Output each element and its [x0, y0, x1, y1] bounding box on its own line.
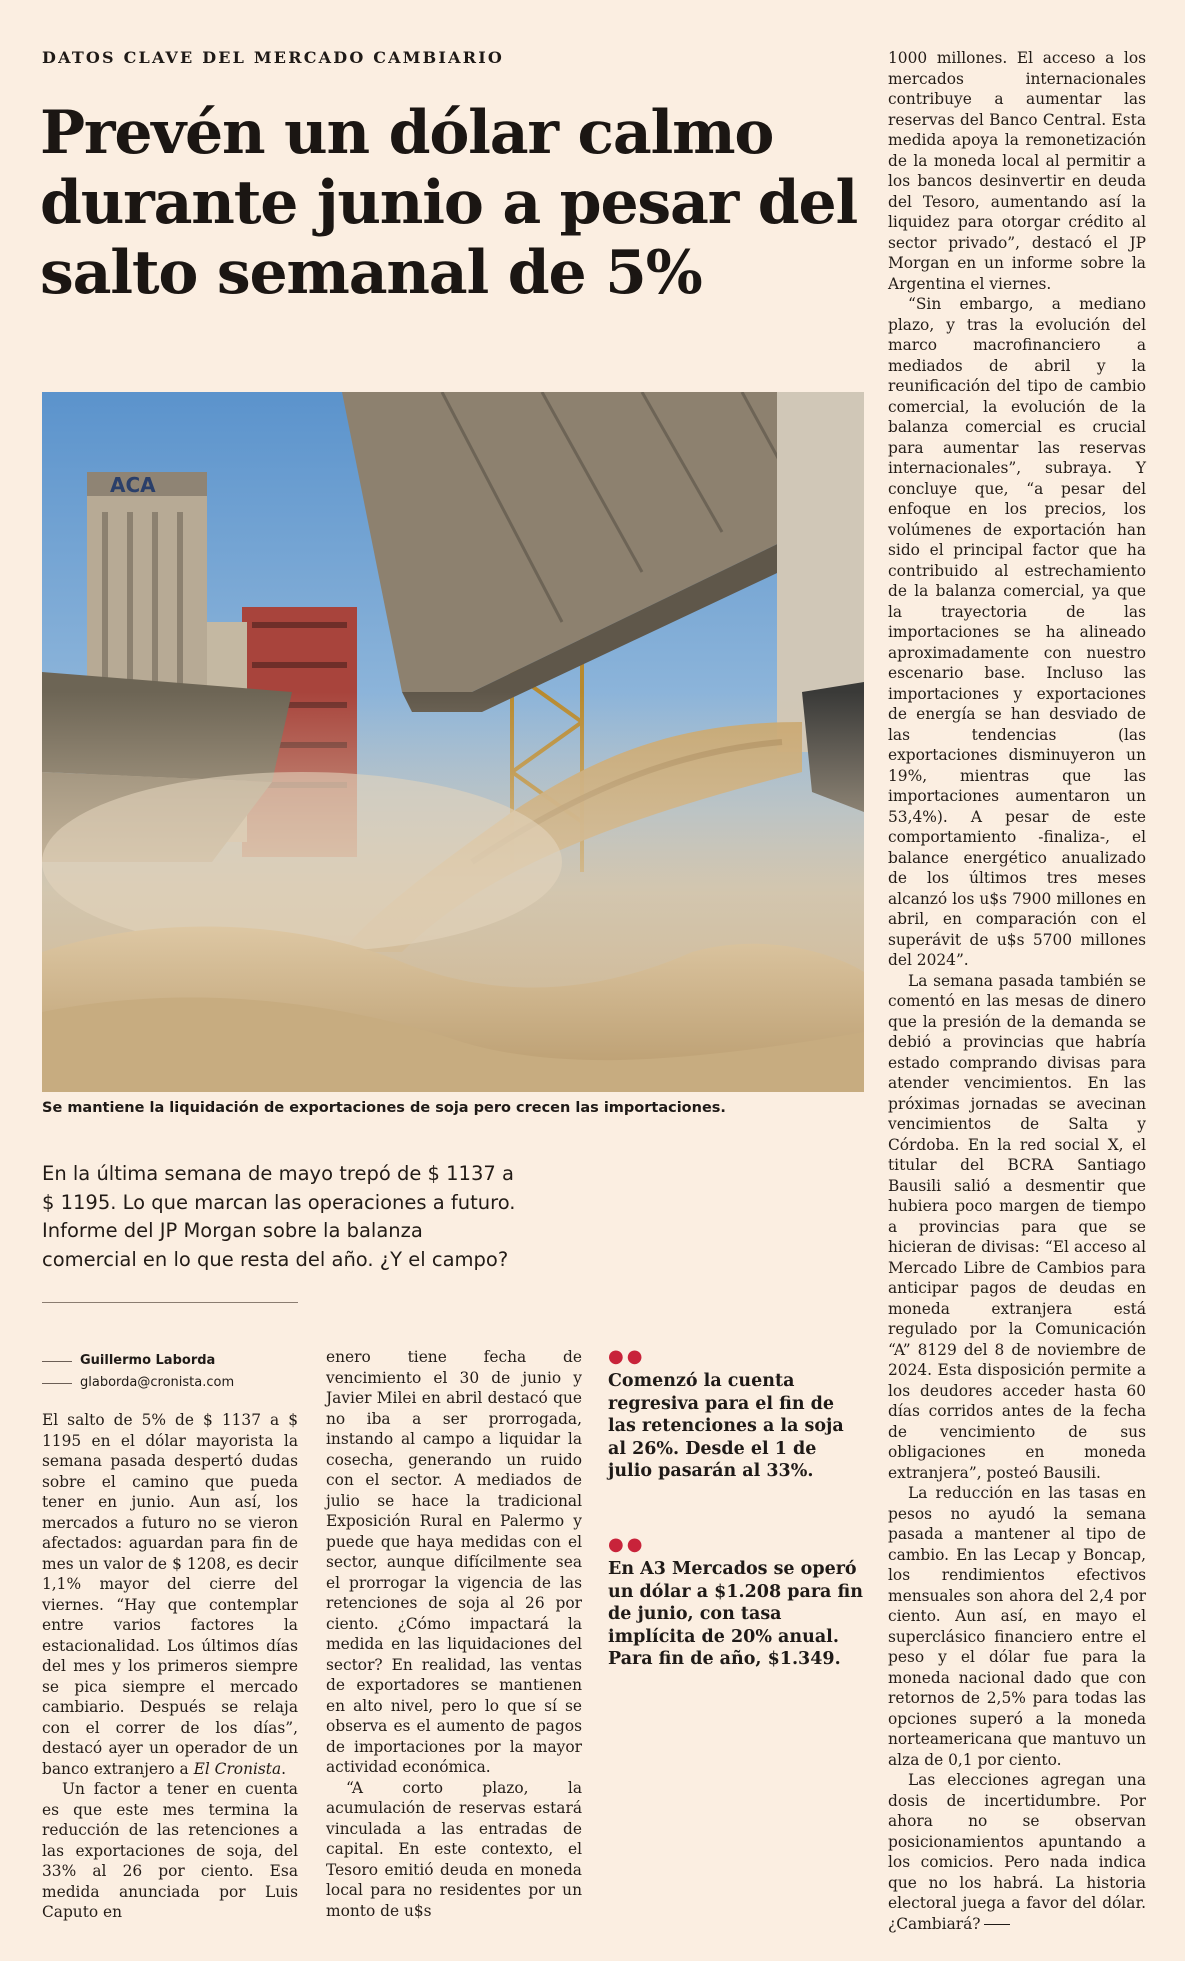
paragraph-text: .: [281, 1759, 287, 1778]
paragraph: La reducción en las tasas en pesos no ayudó la semana pasada a mantener al tipo de cambio. En las Lecap y Boncap, los rendimientos efectivos mensuales son ahora del 2,4 por ciento. Aun así, en mayo el superclásico financiero entre el peso y el dólar fue para la moneda nacional dado que con retornos de 2,5% para todas las opciones superó a la moneda norteamericana que mantuvo un alza de 0,1 por ciento.: [888, 1484, 1146, 1769]
end-mark: [984, 1924, 1010, 1925]
paragraph: [888, 1770, 1146, 1934]
highlight-quote: [608, 1346, 864, 1483]
article-column-4: [888, 48, 1146, 1934]
article-subhead: En la última semana de mayo trepó de $ 1137 a $ 1195. Lo que marcan las operaciones a futuro. Informe del JP Morgan sobre la balanza comercial en lo que resta del año. ¿Y el campo?: [42, 1162, 516, 1271]
paragraph: “Sin embargo, a mediano plazo, y tras la evolución del marco macrofinanciero a mediados de abril y la reunificación del tipo de cambio comercial, la evolución de la balanza comercial es crucial para aumentar las reservas internacionales”, subraya. Y concluye que, “a pesar del enfoque en los precios, los volúmenes de exportación han sido el principal factor que ha contribuido al estrechamiento de la balanza comercial, ya que la trayectoria de las importaciones se ha alineado aproximadamente con nuestro escenario base. Incluso las importaciones y exportaciones de energía se han desviado de las tendencias (las exportaciones disminuyeron un 19%, mientras que las importaciones aumentaron un 53,4%). A pesar de este comportamiento -finaliza-, el balance energético anualizado de los últimos tres meses alcanzó los u$s 7900 millones en abril, en comparación con el superávit de u$s 5700 millones del 2024”.: [888, 295, 1146, 969]
paragraph: [42, 1410, 298, 1779]
byline-dash: [42, 1383, 72, 1384]
subhead-divider: [42, 1302, 298, 1303]
highlight-quote: [608, 1534, 864, 1671]
headline: Prevén un dólar calmo durante junio a pesar del salto semanal de 5%: [40, 98, 858, 308]
highlight-dots: ●●: [608, 1534, 646, 1555]
article-column-1: [42, 1410, 298, 1923]
silo-sign: ACA: [110, 473, 156, 497]
article-column-2: [326, 1347, 582, 1921]
publication-name: El Cronista: [193, 1759, 282, 1778]
section-kicker: DATOS CLAVE DEL MERCADO CAMBIARIO: [42, 48, 505, 67]
paragraph: 1000 millones. El acceso a los mercados internacionales contribuye a aumentar las reservas del Banco Central. Esta medida apoya la remonetización de la moneda local al permitir a los bancos desinvertir en deuda del Tesoro, aumentando así la liquidez para otorgar crédito al sector privado”, destacó el JP Morgan en un informe sobre la Argentina el viernes.: [888, 49, 1146, 293]
highlight-text: En A3 Mercados se operó un dólar a $1.208 para fin de junio, con tasa implícita de 20% anual. Para fin de año, $1.349.: [608, 1559, 863, 1669]
author-name: Guillermo Laborda: [80, 1353, 216, 1368]
highlight-text: Comenzó la cuenta regresiva para el fin de las retenciones a la soja al 26%. Desde el 1 de julio pasarán al 33%.: [608, 1371, 844, 1481]
article-photo: [42, 392, 864, 1092]
paragraph: Un factor a tener en cuenta es que este mes termina la reducción de las retenciones a las exportaciones de soja, del 33% al 26 por ciento. Esa medida anunciada por Luis Caputo en: [42, 1780, 298, 1921]
paragraph: La semana pasada también se comentó en las mesas de dinero que la presión de la demanda se debió a provincias que habría estado comprando divisas para atender vencimientos. En las próximas jornadas se avecinan vencimientos de Salta y Córdoba. En la red social X, el titular del BCRA Santiago Bausili salió a desmentir que hubiera poco margen de tiempo a provincias para que se hicieran de divisas: “El acceso al Mercado Libre de Cambios para anticipar pagos de deudas en moneda extranjera está regulado por la Comunicación “A” 8129 del 8 de noviembre de 2024. Esta disposición permite a los deudores acceder hasta 60 días corridos antes de la fecha de vencimiento de sus obligaciones en moneda extranjera”, posteó Bausili.: [888, 971, 1146, 1482]
paragraph-text: El salto de 5% de $ 1137 a $ 1195 en el dólar mayorista la semana pasada despertó dudas sobre el camino que pueda tener en junio. Aun así, los mercados a futuro no se vieron afectados: aguardan para fin de mes un valor de $ 1208, es decir 1,1% mayor del cierre del viernes. “Hay que contemplar entre varios factores la estacionalidad. Los últimos días del mes y los primeros siempre se pica siempre el mercado cambiario. Después se relaja con el correr de los días”, destacó ayer un operador de un banco extranjero a: [42, 1411, 298, 1778]
highlight-dots: ●●: [608, 1346, 646, 1367]
byline-dash: [42, 1361, 72, 1362]
paragraph: “A corto plazo, la acumulación de reservas estará vinculada a las entradas de capital. En este contexto, el Tesoro emitió deuda en moneda local para no residentes por un monto de u$s: [326, 1778, 582, 1920]
byline: [42, 1350, 302, 1394]
paragraph: enero tiene fecha de vencimiento el 30 de junio y Javier Milei en abril destacó que no iba a ser prorrogada, instando al campo a liquidar la cosecha, generando un ruido con el sector. A mediados de julio se hace la tradicional Exposición Rural en Palermo y puede que haya medidas con el sector, aunque difícilmente sea el prorrogar la vigencia de las retenciones de soja al 26 por ciento. ¿Cómo impactará la medida en las liquidaciones del sector? En realidad, las ventas de exportadores se mantienen en alto nivel, pero lo que sí se observa es el aumento de pagos de importaciones por la mayor actividad económica.: [326, 1348, 582, 1776]
author-email[interactable]: glaborda@cronista.com: [80, 1375, 235, 1390]
paragraph-text: Las elecciones agregan una dosis de incertidumbre. Por ahora no se observan posicionamientos apuntando a los comicios. Pero nada indica que no los habrá. La historia electoral juega a favor del dólar. ¿Cambiará?: [888, 1771, 1146, 1933]
photo-caption: Se mantiene la liquidación de exportaciones de soja pero crecen las importaciones.: [42, 1100, 726, 1116]
